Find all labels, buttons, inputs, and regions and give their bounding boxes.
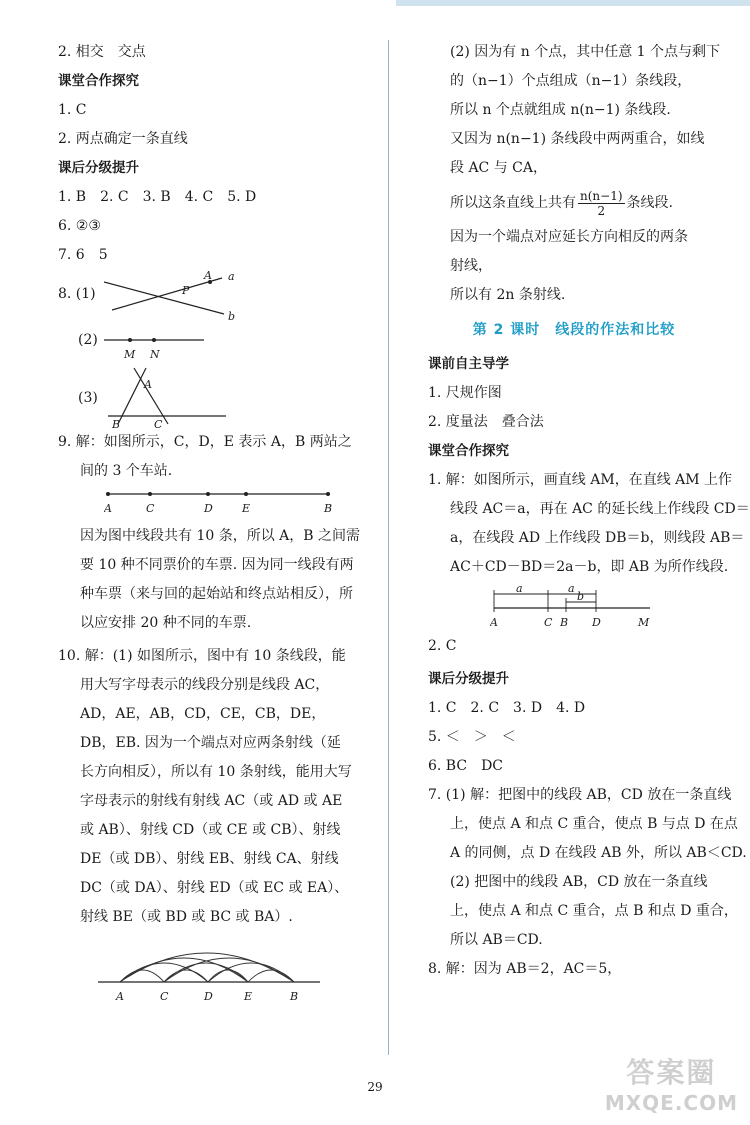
answer-line: DC（或 DA）、射线 ED（或 EC 或 EA）、 <box>80 880 349 896</box>
answer-line: 线段 AC＝a，再在 AC 的延长线上作线段 CD＝ <box>450 501 750 517</box>
fig3-label: C <box>154 418 163 428</box>
fig5-label: B <box>290 990 299 1003</box>
answer-line: 种车票（来与回的起始站和终点站相反），所 <box>80 586 353 602</box>
lesson-title: 第 2 课时 线段的作法和比较 <box>472 322 676 338</box>
right-column <box>428 38 750 984</box>
page-number: 29 <box>367 1080 383 1094</box>
fig3-label: B <box>112 418 121 428</box>
answer-line: 字母表示的射线有射线 AC（或 AD 或 AE <box>80 793 343 809</box>
intersecting-lines-figure <box>104 270 244 322</box>
point-B <box>326 492 330 496</box>
answer-line: 所以 AB＝CD. <box>450 932 543 948</box>
fig1-label: P <box>182 284 190 297</box>
answer-line: 6. ②③ <box>58 218 101 234</box>
answer-line: 2. C <box>428 638 457 654</box>
fig4-label: B <box>324 502 333 515</box>
fig6-label: a <box>516 584 523 595</box>
fraction <box>578 189 625 218</box>
fig6-label: D <box>592 616 601 629</box>
q8-part1 <box>58 270 376 322</box>
answer-line: a，在线段 AD 上作线段 DB＝b，则线段 AB＝ <box>450 530 745 546</box>
answer-line: 7. (1) 解：把图中的线段 AB，CD 放在一条直线 <box>428 787 732 803</box>
answer-line: DE（或 DB）、射线 EB、射线 CA、射线 <box>80 851 339 867</box>
answer-line: 或 AB）、射线 CD（或 CE 或 CB）、射线 <box>80 822 341 838</box>
answer-line: 段 AC 与 CA， <box>450 160 547 176</box>
answer-line: 1. B 2. C 3. B 4. C 5. D <box>58 189 257 205</box>
q8-part2 <box>58 322 376 366</box>
denominator: 2 <box>597 203 606 218</box>
fig4-label: D <box>204 502 213 515</box>
line-a <box>112 278 222 310</box>
answer-line: (2) 因为有 n 个点，其中任意 1 个点与剩下 <box>450 44 721 60</box>
fig6-label: b <box>577 590 585 603</box>
fig6-label: a <box>568 584 575 595</box>
segment-arcs <box>120 953 294 982</box>
construction-figure-wrap <box>428 582 720 632</box>
fig5-label: C <box>160 990 169 1003</box>
fig4-label: A <box>104 502 112 515</box>
arcs-figure <box>98 938 328 1008</box>
fig2-label: N <box>150 348 160 361</box>
answer-line: DB，EB. 因为一个端点对应两条射线（延 <box>80 735 341 751</box>
point-A <box>106 492 110 496</box>
answer-line: 又因为 n(n−1) 条线段中两两重合，如线 <box>450 131 705 147</box>
answer-line: (3) <box>78 390 98 406</box>
stations-figure <box>104 486 354 522</box>
answer-line: 5. ＜ ＞ ＜ <box>428 729 516 745</box>
fig4-label: C <box>146 502 155 515</box>
fig1-label: b <box>228 310 236 322</box>
answer-line: 9. 解：如图所示，C，D，E 表示 A，B 两站之 <box>58 434 352 450</box>
fig5-label: D <box>204 990 213 1003</box>
answer-line: 2. 度量法 叠合法 <box>428 414 544 430</box>
answer-line-fraction <box>428 183 720 223</box>
fig2-label: M <box>124 348 136 361</box>
answer-line: 因为图中线段共有 10 条，所以 A，B 之间需 <box>80 528 361 544</box>
answer-line: 射线， <box>450 258 492 274</box>
answer-line: 以应安排 20 种不同的车票. <box>80 615 252 631</box>
text: 条线段. <box>626 195 673 211</box>
answer-line: 2. 相交 交点 <box>58 44 146 60</box>
stations-figure-wrap <box>58 486 376 522</box>
answer-line: A 的同侧，点 D 在线段 AB 外，所以 AB＜CD. <box>450 845 747 861</box>
point-M <box>128 338 132 342</box>
watermark-site: MXQE.COM <box>604 1091 738 1115</box>
answer-line: 1. 解：如图所示，画直线 AM，在直线 AM 上作 <box>428 472 733 488</box>
answer-line: 长方向相反），所以有 10 条射线，能用大写 <box>80 764 352 780</box>
fig6-label: C <box>544 616 553 629</box>
answer-line: 1. 尺规作图 <box>428 385 502 401</box>
fig5-label: A <box>116 990 124 1003</box>
fig1-label: a <box>228 270 235 283</box>
left-column <box>58 38 376 1002</box>
fig3-label: A <box>144 378 152 391</box>
point-N <box>152 338 156 342</box>
answer-line: 的（n−1）个点组成（n−1）条线段， <box>450 73 692 89</box>
answer-line: (2) <box>78 332 98 348</box>
answer-line: (2) 把图中的线段 AB，CD 放在一条直线 <box>450 874 708 890</box>
answer-line: 1. C <box>58 102 87 118</box>
point-E <box>244 492 248 496</box>
arcs-figure-wrap <box>58 932 376 1002</box>
column-divider <box>388 40 389 1055</box>
section-heading: 课堂合作探究 <box>428 443 509 459</box>
fig1-label: A <box>204 270 212 282</box>
answer-line: 所以有 2n 条射线. <box>450 287 566 303</box>
ray-figure <box>104 326 214 366</box>
fig6-label: A <box>490 616 498 629</box>
text: 所以这条直线上共有 <box>450 195 576 211</box>
answer-line: 10. 解：(1) 如图所示，图中有 10 条线段，能 <box>58 648 346 664</box>
answer-line: 7. 6 5 <box>58 247 108 263</box>
answer-line: 上，使点 A 和点 C 重合，使点 B 与点 D 在点 <box>450 816 738 832</box>
answer-line: AC＋CD－BD＝2a－b，即 AB 为所作线段. <box>450 559 729 575</box>
answer-line: 射线 BE（或 BD 或 BC 或 BA）. <box>80 909 293 925</box>
fig6-label: M <box>638 616 650 629</box>
answer-line: 用大写字母表示的线段分别是线段 AC， <box>80 677 330 693</box>
answer-line: AD，AE，AB，CD，CE，CB，DE， <box>80 706 326 722</box>
answer-line: 1. C 2. C 3. D 4. D <box>428 700 586 716</box>
watermark <box>605 1051 738 1115</box>
numerator: n(n−1) <box>580 188 623 203</box>
section-heading: 课后分级提升 <box>428 671 509 687</box>
point-C <box>148 492 152 496</box>
answer-line: 要 10 种不同票价的车票. 因为同一线段有两 <box>80 557 354 573</box>
answer-line: 上，使点 A 和点 C 重合，点 B 和点 D 重合， <box>450 903 738 919</box>
answer-line: 6. BC DC <box>428 758 504 774</box>
answer-line: 间的 3 个车站. <box>80 463 173 479</box>
answer-line: 8. 解：因为 AB＝2，AC＝5， <box>428 961 622 977</box>
q8-part3 <box>58 366 376 428</box>
section-heading: 课后分级提升 <box>58 160 139 176</box>
watermark-logo: 答案圈 <box>626 1056 717 1089</box>
answer-line: 因为一个端点对应延长方向相反的两条 <box>450 229 688 245</box>
answer-line: 所以 n 个点就组成 n(n−1) 条线段. <box>450 102 671 118</box>
answer-line: 8. (1) <box>58 286 96 302</box>
section-heading: 课前自主导学 <box>428 356 509 372</box>
point-D <box>206 492 210 496</box>
triangle-figure <box>104 366 234 428</box>
construction-figure <box>490 584 660 634</box>
section-heading: 课堂合作探究 <box>58 73 139 89</box>
fig6-label: B <box>560 616 569 629</box>
fig5-label: E <box>244 990 253 1003</box>
top-color-band <box>396 0 750 6</box>
answer-line: 2. 两点确定一条直线 <box>58 131 188 147</box>
fig4-label: E <box>242 502 251 515</box>
line-b <box>104 282 224 314</box>
